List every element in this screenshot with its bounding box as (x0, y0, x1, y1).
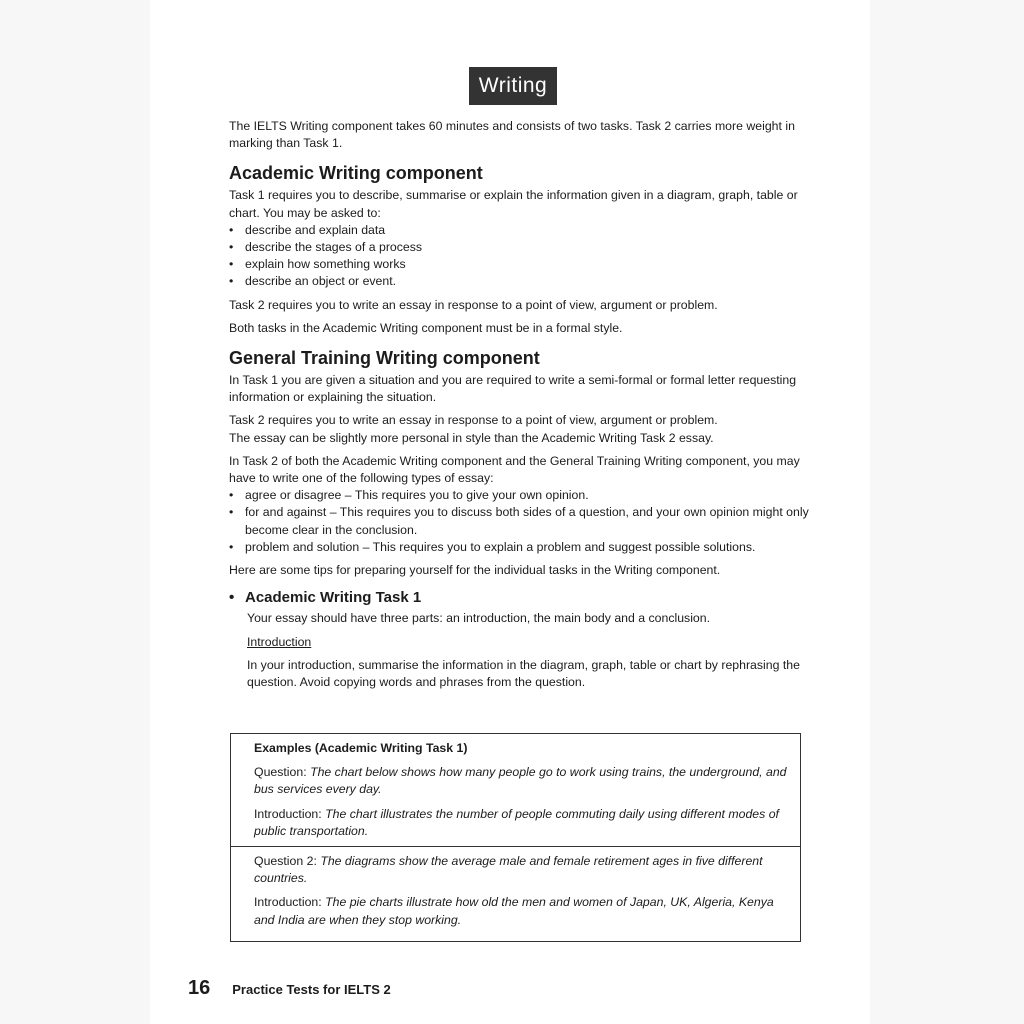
example-question-1 (254, 764, 790, 798)
section-title-badge: Writing (469, 67, 557, 105)
task1-heading: • Academic Writing Task 1 (229, 589, 814, 606)
academic-task2-text: Task 2 requires you to write an essay in response to a point of view, argument or problem. (229, 297, 718, 312)
example-section-2 (231, 846, 800, 935)
question-text: The diagrams show the average male and female retirement ages in five different countries. (254, 854, 763, 886)
example-section-1 (231, 734, 800, 846)
examples-title: Examples (Academic Writing Task 1) (254, 741, 468, 755)
task1-parts-text: Your essay should have three parts: an introduction, the main body and a conclusion. (247, 611, 711, 626)
general-task1-text: In Task 1 you are given a situation and you are required to write a semi-formal or formal letter requesting information or explaining the situation. (229, 373, 797, 405)
academic-style-text: Both tasks in the Academic Writing component must be in a formal style. (229, 320, 623, 335)
introduction-text: In your introduction, summarise the information in the diagram, graph, table or chart by rephrasing the question. Avoid copying words and phrases from the question. (247, 657, 800, 690)
list-item: • for and against – This requires you to discuss both sides of a question, and your own opinion might only become clear in the conclusion. (229, 504, 814, 538)
general-task2-text (229, 412, 814, 446)
introduction-label: Introduction: (254, 895, 326, 910)
tips-text: Here are some tips for preparing yourself for the individual tasks in the Writing component. (229, 563, 721, 578)
essay-types-intro: In Task 2 of both the Academic Writing component and the General Training Writing component, you may have to write one of the following types of essay: (229, 453, 800, 486)
task1-body (229, 610, 814, 691)
question-label: Question 2: (254, 854, 321, 869)
list-item: • describe an object or event. (229, 273, 814, 290)
essay-types-list (229, 487, 814, 556)
introduction-label: Introduction: (254, 806, 326, 821)
question-label: Question: (254, 765, 311, 780)
example-introduction-1 (254, 806, 790, 840)
general-task2-line1: Task 2 requires you to write an essay in response to a point of view, argument or problem. (229, 413, 718, 428)
list-item: • describe the stages of a process (229, 239, 814, 256)
general-task2-line2: The essay can be slightly more personal in style than the Academic Writing Task 2 essay. (229, 430, 714, 445)
list-item: • describe and explain data (229, 222, 814, 239)
introduction-example-text: The chart illustrates the number of people commuting daily using different modes of public transportation. (254, 806, 779, 838)
intro-paragraph: The IELTS Writing component takes 60 minutes and consists of two tasks. Task 2 carries more weight in marking than Task 1. (229, 119, 795, 151)
list-item: • problem and solution – This requires you to explain a problem and suggest possible solutions. (229, 539, 814, 556)
academic-heading: Academic Writing component (229, 163, 483, 184)
list-item: • agree or disagree – This requires you to give your own opinion. (229, 487, 814, 504)
page-footer (188, 977, 391, 1000)
introduction-example-text: The pie charts illustrate how old the men and women of Japan, UK, Algeria, Kenya and India are when they stop working. (254, 895, 774, 927)
question-text: The chart below shows how many people go to work using trains, the underground, and bus services every day. (254, 765, 787, 797)
academic-task1-text: Task 1 requires you to describe, summarise or explain the information given in a diagram, graph, table or chart. You may be asked to: (229, 188, 798, 220)
page-number: 16 (188, 977, 211, 999)
academic-task1-list (229, 222, 814, 291)
example-introduction-2 (254, 894, 790, 928)
general-heading: General Training Writing component (229, 348, 540, 369)
example-question-2 (254, 853, 790, 887)
introduction-subheading: Introduction (247, 634, 312, 649)
examples-box (230, 733, 801, 942)
main-content (229, 118, 814, 697)
list-item: • explain how something works (229, 256, 814, 273)
book-title: Practice Tests for IELTS 2 (232, 982, 391, 997)
